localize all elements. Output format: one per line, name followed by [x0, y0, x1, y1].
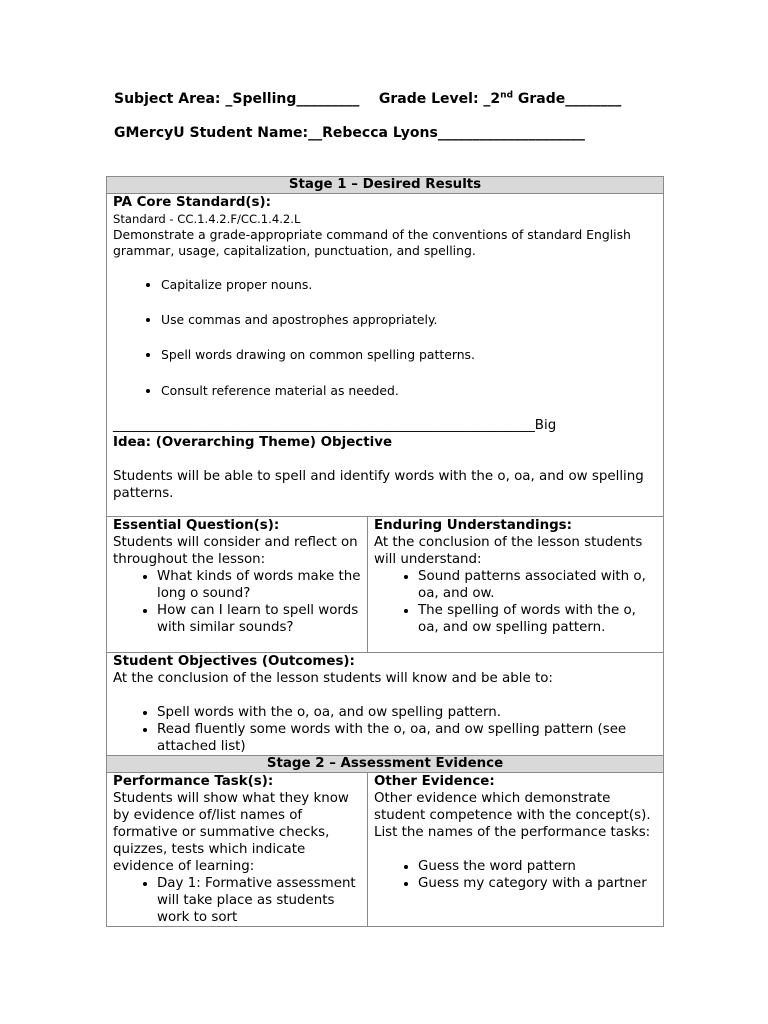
standards-heading: PA Core Standard(s): [113, 195, 271, 210]
stage2-title: Stage 2 – Assessment Evidence [107, 756, 664, 773]
objectives-row [107, 653, 664, 756]
big-idea-heading: Idea: (Overarching Theme) Objective [113, 435, 393, 450]
stage1-header-row [107, 177, 664, 194]
grade-level-text: Grade Level: _2 [378, 91, 501, 107]
questions-row [107, 517, 664, 653]
objectives-heading: Student Objectives (Outcomes): [113, 654, 355, 669]
standard-code: Standard - CC.1.4.2.F/CC.1.4.2.L [113, 212, 301, 226]
essential-questions-cell [107, 517, 368, 653]
list-item: • The spelling of words with the o, oa, and ow spelling pattern. [418, 602, 657, 636]
list-item: • Read fluently some words with the o, oa, and ow spelling pattern (see attached list) [157, 721, 657, 755]
performance-task-cell [107, 773, 368, 927]
enduring-intro: At the conclusion of the lesson students will understand: [374, 535, 643, 567]
stage1-title: Stage 1 – Desired Results [107, 177, 664, 194]
assessment-row [107, 773, 664, 927]
enduring-understandings-cell [368, 517, 664, 653]
list-item: • Capitalize proper nouns. [161, 276, 657, 293]
list-item: • Spell words with the o, oa, and ow spelling pattern. [157, 704, 657, 721]
grade-ordinal-suffix: nd [500, 90, 514, 101]
enduring-list [374, 568, 657, 636]
performance-list [113, 875, 361, 926]
list-item: • Use commas and apostrophes appropriately. [161, 311, 657, 328]
performance-heading: Performance Task(s): [113, 774, 274, 789]
standard-description: Demonstrate a grade-appropriate command of the conventions of standard English grammar, usage, capitalization, punctuation, and spelling. [113, 227, 631, 258]
student-name-line: GMercyU Student Name:__Rebecca Lyons_____________________ [114, 125, 585, 141]
big-idea-underline: _______________________________________________________________Big [113, 418, 557, 433]
other-evidence-text: Other evidence which demonstrate student competence with the concept(s). List the names of the performance tasks: [374, 791, 651, 840]
list-item: • Sound patterns associated with o, oa, and ow. [418, 568, 657, 602]
enduring-heading: Enduring Understandings: [374, 518, 573, 533]
objectives-intro: At the conclusion of the lesson students will know and be able to: [113, 671, 553, 686]
grade-level-label [379, 91, 621, 107]
standards-row [107, 194, 664, 517]
big-idea-text: Students will be able to spell and identify words with the o, oa, and ow spelling patterns. [113, 469, 644, 501]
header-subject-grade-line [114, 91, 621, 107]
list-item: • Day 1: Formative assessment will take place as students work to sort [157, 875, 361, 926]
other-evidence-heading: Other Evidence: [374, 774, 495, 789]
list-item: • Consult reference material as needed. [161, 382, 657, 399]
list-item: • Guess my category with a partner [418, 875, 657, 892]
lesson-plan-table [106, 176, 664, 927]
stage2-header-row [107, 756, 664, 773]
essential-intro: Students will consider and reflect on throughout the lesson: [113, 535, 358, 567]
list-item: • What kinds of words make the long o sound? [157, 568, 361, 602]
objectives-cell [107, 653, 664, 756]
essential-list [113, 568, 361, 636]
grade-level-tail: Grade________ [513, 91, 622, 107]
list-item: • Guess the word pattern [418, 858, 657, 875]
objectives-list [113, 704, 657, 755]
standards-cell [107, 194, 664, 517]
essential-heading: Essential Question(s): [113, 518, 280, 533]
performance-text: Students will show what they know by evidence of/list names of formative or summative checks, quizzes, tests which indicate evidence of learning: [113, 791, 349, 874]
subject-area-label: Subject Area: _Spelling_________ [114, 91, 360, 107]
standard-list [113, 276, 657, 399]
list-item: • How can I learn to spell words with similar sounds? [157, 602, 361, 636]
list-item: • Spell words drawing on common spelling patterns. [161, 346, 657, 363]
other-evidence-cell [368, 773, 664, 927]
other-evidence-list [374, 858, 657, 892]
